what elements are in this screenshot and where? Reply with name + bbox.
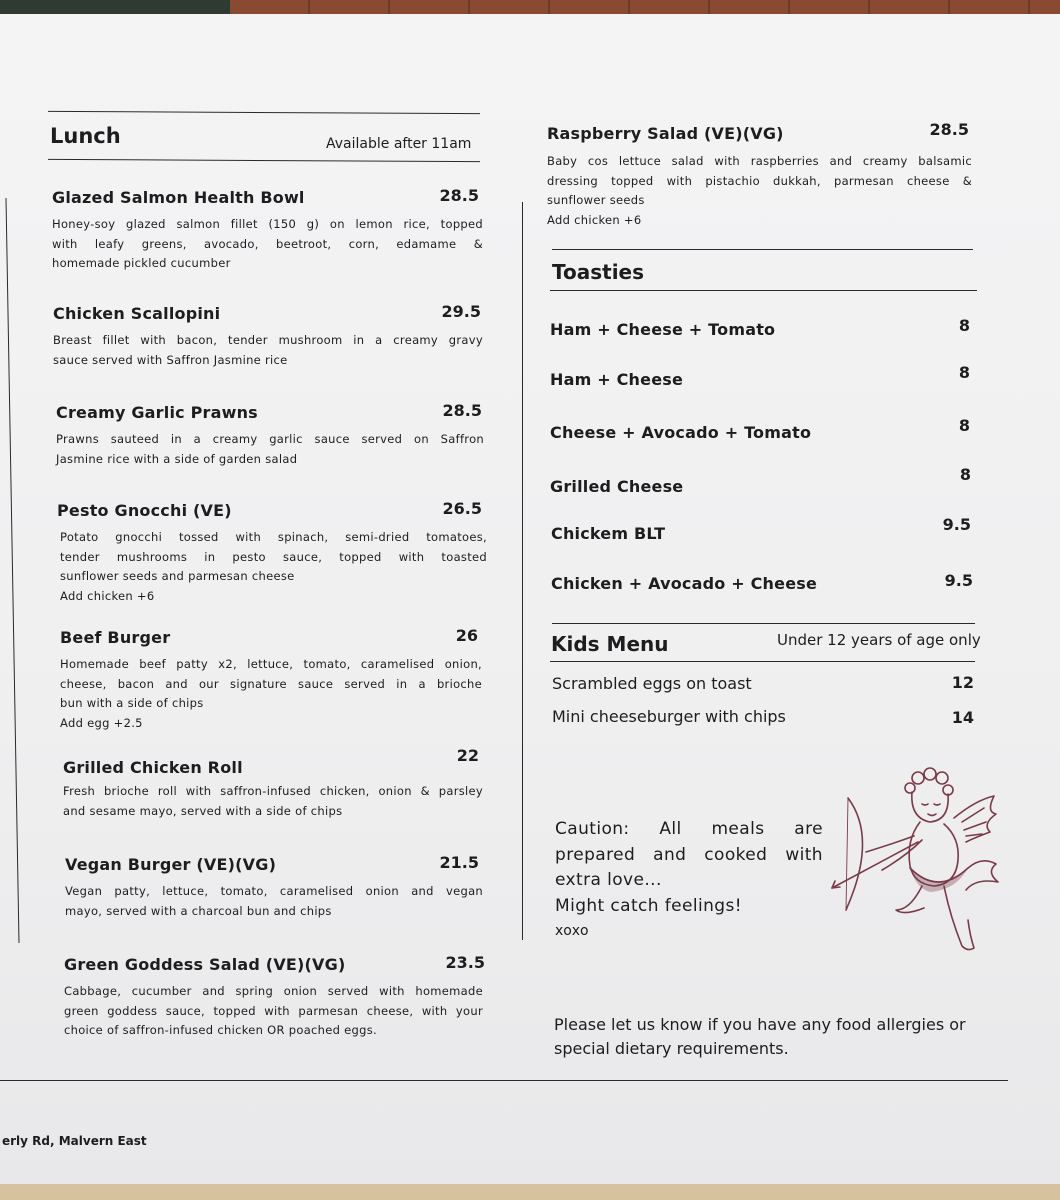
toastie-name: Chickem BLT: [551, 524, 666, 543]
kids-title: Kids Menu: [551, 632, 669, 656]
lunch-availability: Available after 11am: [326, 136, 472, 152]
desc-line: Jasmine rice with a side of garden salad: [56, 451, 298, 466]
desc-line: sunflower seeds: [547, 193, 645, 207]
item-name: Vegan Burger (VE)(VG): [65, 855, 277, 874]
desc-line: Fresh brioche roll with saffron-infused chicken, onion & parsley: [63, 784, 483, 798]
toastie-price: 9.5: [944, 571, 973, 590]
desc-line: Baby cos lettuce salad with raspberries and creamy balsamic: [547, 154, 972, 168]
desc-line: dressing topped with pistachio dukkah, parmesan cheese &: [547, 173, 972, 188]
item-description: [56, 430, 484, 469]
desc-line: Add chicken +6: [60, 588, 155, 603]
desc-line: tender mushrooms in pesto sauce, topped with toasted: [60, 549, 487, 564]
desc-line: Prawns sauteed in a creamy garlic sauce served on Saffron: [56, 432, 484, 446]
toastie-name: Ham + Cheese + Tomato: [550, 320, 776, 339]
item-name: Green Goddess Salad (VE)(VG): [64, 955, 346, 974]
toastie-price: 8: [959, 465, 971, 484]
toastie-price: 8: [958, 416, 970, 435]
desc-line: Homemade beef patty x2, lettuce, tomato, caramelised onion,: [60, 657, 482, 671]
toastie-name: Chicken + Avocado + Cheese: [551, 574, 818, 593]
item-price: 28.5: [929, 120, 969, 139]
kids-bottom-rule: [550, 661, 975, 662]
item-price: 26.5: [442, 499, 482, 518]
desc-line: green goddess sauce, topped with parmesan cheese, with your: [64, 1003, 483, 1018]
item-name: Grilled Chicken Roll: [63, 758, 243, 777]
item-name: Pesto Gnocchi (VE): [57, 501, 232, 520]
item-name: Glazed Salmon Health Bowl: [52, 188, 305, 207]
caution-note: [555, 817, 823, 945]
toastie-price: 8: [958, 316, 970, 335]
item-price: 23.5: [445, 953, 485, 972]
kids-item-price: 12: [951, 673, 974, 692]
toasties-bottom-rule: [550, 290, 977, 291]
item-description: [64, 982, 483, 1041]
desc-line: Cabbage, cucumber and spring onion served with homemade: [64, 984, 483, 998]
desc-line: mayo, served with a charcoal bun and chips: [65, 903, 332, 918]
desc-line: sunflower seeds and parmesan cheese: [60, 569, 295, 583]
item-price: 28.5: [439, 186, 479, 205]
item-name: Raspberry Salad (VE)(VG): [547, 124, 784, 143]
table-surface: [0, 1184, 1060, 1200]
item-description: [53, 331, 483, 370]
kids-item-name: Mini cheeseburger with chips: [552, 707, 786, 726]
caution-line: Might catch feelings!: [555, 895, 742, 916]
toastie-name: Grilled Cheese: [550, 477, 684, 496]
kids-item-price: 14: [951, 708, 974, 727]
toasties-title: Toasties: [552, 260, 645, 284]
desc-line: Add chicken +6: [547, 212, 642, 227]
desc-line: Add egg +2.5: [60, 715, 143, 730]
caution-line: Caution: All meals are: [555, 819, 823, 839]
desc-line: choice of saffron-infused chicken OR poached eggs.: [64, 1023, 378, 1037]
desc-line: Vegan patty, lettuce, tomato, caramelised onion and vegan: [65, 884, 483, 898]
desc-line: cheese, bacon and our signature sauce served in a brioche: [60, 676, 482, 691]
item-description: [63, 782, 483, 821]
caution-signoff: xoxo: [555, 923, 590, 939]
item-description: [52, 215, 483, 274]
item-price: 26: [455, 626, 478, 645]
kids-top-rule: [552, 623, 975, 624]
item-price: 22: [456, 746, 479, 765]
desc-line: Honey-soy glazed salmon fillet (150 g) on lemon rice, topped: [52, 217, 483, 231]
caution-line: extra love...: [555, 870, 662, 890]
page-bottom-rule: [0, 1080, 1008, 1081]
item-price: 29.5: [441, 302, 481, 321]
item-description: [65, 882, 483, 921]
item-description: [547, 152, 972, 230]
kids-note: Under 12 years of age only: [777, 631, 981, 649]
item-name: Creamy Garlic Prawns: [56, 403, 258, 422]
item-name: Chicken Scallopini: [53, 304, 221, 323]
allergy-notice: Please let us know if you have any food allergies or special dietary requirements.: [554, 1015, 966, 1058]
kids-item-name: Scrambled eggs on toast: [552, 674, 752, 693]
item-name: Beef Burger: [60, 628, 171, 647]
lunch-title: Lunch: [50, 124, 121, 148]
item-price: 21.5: [439, 853, 479, 872]
caution-line: prepared and cooked with: [555, 844, 823, 865]
desc-line: with leafy greens, avocado, beetroot, corn, edamame &: [52, 236, 483, 251]
desc-line: Breast fillet with bacon, tender mushroom in a creamy gravy: [53, 333, 483, 347]
desc-line: sauce served with Saffron Jasmine rice: [53, 352, 288, 367]
item-price: 28.5: [442, 401, 482, 420]
toastie-name: Cheese + Avocado + Tomato: [550, 423, 812, 442]
item-description: [60, 655, 482, 733]
toastie-name: Ham + Cheese: [550, 370, 684, 389]
toastie-price: 8: [958, 363, 970, 382]
desc-line: bun with a side of chips: [60, 696, 204, 710]
address-footer: erly Rd, Malvern East: [2, 1134, 147, 1148]
toastie-price: 9.5: [942, 515, 971, 534]
item-description: [60, 528, 487, 606]
cupid-illustration: [826, 760, 1006, 960]
desc-line: homemade pickled cucumber: [52, 256, 231, 270]
desc-line: Potato gnocchi tossed with spinach, semi-dried tomatoes,: [60, 530, 487, 544]
desc-line: and sesame mayo, served with a side of chips: [63, 803, 343, 818]
center-column-rule: [522, 202, 523, 940]
toasties-top-rule: [552, 249, 973, 250]
